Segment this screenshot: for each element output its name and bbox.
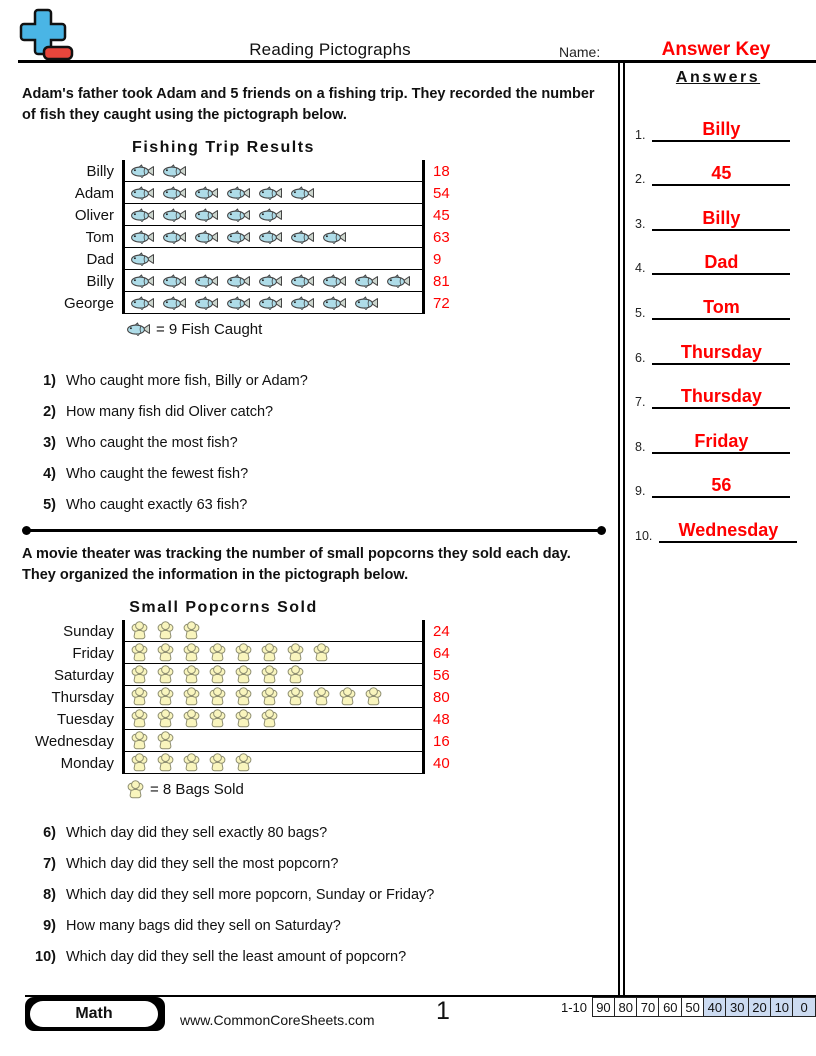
answer-number: 9. — [635, 484, 646, 499]
row-label: George — [63, 294, 114, 312]
question-number: 3) — [43, 435, 56, 451]
grade-cell: 70 — [636, 997, 660, 1017]
question-text: Which day did they sell more popcorn, Sunday or Friday? — [66, 887, 435, 903]
grade-cell: 0 — [792, 997, 816, 1017]
pictograph-title: Fishing Trip Results — [132, 139, 315, 156]
answer-item — [625, 498, 816, 543]
pictograph-title: Small Popcorns Sold — [129, 599, 318, 616]
answer-number: 8. — [635, 439, 646, 454]
question-text: Which day did they sell exactly 80 bags? — [66, 825, 328, 841]
question-number: 7) — [43, 856, 56, 872]
question-number: 10) — [35, 949, 56, 965]
fish-icon — [163, 186, 186, 200]
question-row — [22, 495, 618, 515]
popcorn-icon — [157, 731, 174, 750]
row-icons — [122, 204, 425, 226]
fish-icon — [227, 296, 250, 310]
row-value: 72 — [433, 294, 450, 312]
answer-value: Thursday — [652, 341, 790, 365]
row-label: Tom — [85, 228, 114, 246]
row-icons — [122, 182, 425, 204]
row-label: Thursday — [51, 688, 114, 706]
answer-item — [625, 454, 816, 499]
row-icons — [122, 248, 425, 270]
fish-icon — [259, 186, 282, 200]
grade-cell: 90 — [592, 997, 616, 1017]
fish-icon — [131, 230, 154, 244]
answer-value: Thursday — [652, 385, 790, 409]
question-row — [22, 464, 618, 484]
fish-icon — [195, 230, 218, 244]
fish-icon — [163, 230, 186, 244]
grade-cell: 30 — [725, 997, 749, 1017]
fish-icon — [291, 296, 314, 310]
fish-icon — [195, 208, 218, 222]
questions-6-10 — [22, 823, 618, 967]
popcorn-icon — [131, 709, 148, 728]
row-icons — [122, 686, 425, 708]
answer-value: Friday — [652, 430, 790, 454]
fish-icon — [259, 208, 282, 222]
fish-icon — [131, 186, 154, 200]
popcorn-icon — [261, 687, 278, 706]
fish-icon — [259, 274, 282, 288]
pictograph-row — [22, 226, 618, 248]
subject-label: Math — [30, 1001, 158, 1027]
answer-number: 10. — [635, 528, 653, 543]
fish-icon — [195, 274, 218, 288]
fish-icon — [323, 296, 346, 310]
popcorn-icon — [209, 753, 226, 772]
popcorn-icon — [365, 687, 382, 706]
answer-value: 45 — [652, 162, 790, 186]
pictograph-row — [22, 182, 618, 204]
fish-icon — [227, 230, 250, 244]
worksheet-content — [0, 63, 618, 995]
page-title: Reading Pictographs — [249, 40, 411, 59]
question-text: Which day did they sell the most popcorn? — [66, 856, 339, 872]
popcorn-icon — [235, 709, 252, 728]
popcorn-icon — [261, 643, 278, 662]
fish-icon — [227, 186, 250, 200]
popcorn-icon — [157, 621, 174, 640]
pictograph-row — [22, 664, 618, 686]
row-icons — [122, 752, 425, 774]
row-value: 63 — [433, 228, 450, 246]
popcorn-icon — [127, 780, 144, 799]
pictograph-row — [22, 642, 618, 664]
popcorn-icon — [157, 709, 174, 728]
answers-title: Answers — [675, 69, 761, 86]
fish-icon — [195, 296, 218, 310]
popcorn-icon — [209, 709, 226, 728]
row-value: 9 — [433, 250, 442, 268]
pictograph-row — [22, 730, 618, 752]
fishing-pictograph — [22, 139, 618, 339]
popcorn-icon — [287, 687, 304, 706]
popcorn-icon — [183, 687, 200, 706]
popcorn-icon — [157, 687, 174, 706]
answer-item — [625, 409, 816, 454]
pictograph-row — [22, 270, 618, 292]
popcorn-icon — [183, 621, 200, 640]
fish-icon — [387, 274, 410, 288]
question-row — [22, 371, 618, 391]
popcorn-icon — [287, 643, 304, 662]
row-value: 48 — [433, 710, 450, 728]
grading-cells — [593, 997, 816, 1017]
row-label: Dad — [86, 250, 114, 268]
answer-item — [625, 186, 816, 231]
answer-item — [625, 231, 816, 276]
row-value: 81 — [433, 272, 450, 290]
popcorn-icon — [183, 665, 200, 684]
fish-icon — [131, 208, 154, 222]
row-icons — [122, 620, 425, 642]
row-icons — [122, 270, 425, 292]
question-number: 5) — [43, 497, 56, 513]
answer-value: Tom — [652, 296, 790, 320]
grade-cell: 80 — [614, 997, 638, 1017]
popcorn-icon — [157, 665, 174, 684]
page-header — [0, 0, 816, 63]
row-value: 45 — [433, 206, 450, 224]
question-number: 9) — [43, 918, 56, 934]
fish-icon — [291, 230, 314, 244]
grade-cell: 40 — [703, 997, 727, 1017]
question-number: 4) — [43, 466, 56, 482]
grade-cell: 20 — [748, 997, 772, 1017]
popcorn-icon — [235, 643, 252, 662]
question-row — [22, 854, 618, 874]
legend-text: = 8 Bags Sold — [150, 780, 244, 798]
question-text: Who caught the fewest fish? — [66, 466, 249, 482]
question-text: How many bags did they sell on Saturday? — [66, 918, 341, 934]
question-text: Who caught exactly 63 fish? — [66, 497, 248, 513]
popcorn-icon — [131, 643, 148, 662]
question-text: Who caught more fish, Billy or Adam? — [66, 373, 308, 389]
popcorn-icon — [183, 709, 200, 728]
answer-item — [625, 97, 816, 142]
question-row — [22, 433, 618, 453]
pictograph-legend — [127, 779, 618, 799]
answer-item — [625, 275, 816, 320]
question-number: 1) — [43, 373, 56, 389]
answer-key-label: Answer Key — [661, 39, 771, 60]
fish-icon — [291, 186, 314, 200]
question-row — [22, 885, 618, 905]
fish-icon — [355, 274, 378, 288]
popcorn-icon — [261, 665, 278, 684]
pictograph-row — [22, 160, 618, 182]
answer-value: 56 — [652, 474, 790, 498]
row-label: Billy — [86, 162, 114, 180]
fish-icon — [259, 296, 282, 310]
popcorn-pictograph — [22, 599, 618, 799]
popcorn-icon — [235, 665, 252, 684]
answer-number: 2. — [635, 172, 646, 187]
popcorn-icon — [209, 687, 226, 706]
fish-icon — [163, 164, 186, 178]
popcorn-icon — [157, 753, 174, 772]
answer-value: Billy — [652, 118, 790, 142]
fish-icon — [323, 274, 346, 288]
fish-icon — [163, 208, 186, 222]
row-value: 40 — [433, 754, 450, 772]
section-divider — [25, 529, 603, 532]
legend-text: = 9 Fish Caught — [156, 320, 263, 338]
row-icons — [122, 292, 425, 314]
question-row — [22, 823, 618, 843]
row-value: 64 — [433, 644, 450, 662]
grade-cell: 10 — [770, 997, 794, 1017]
fish-icon — [127, 322, 150, 336]
pictograph-row — [22, 752, 618, 774]
answer-number: 7. — [635, 395, 646, 410]
fish-icon — [259, 230, 282, 244]
site-url: www.CommonCoreSheets.com — [180, 1012, 375, 1028]
popcorn-icon — [313, 643, 330, 662]
question-row — [22, 916, 618, 936]
row-value: 54 — [433, 184, 450, 202]
question-number: 2) — [43, 404, 56, 420]
fish-icon — [131, 296, 154, 310]
row-icons — [122, 730, 425, 752]
popcorn-icon — [131, 687, 148, 706]
row-label: Sunday — [63, 622, 114, 640]
answer-value: Billy — [652, 207, 790, 231]
page-number: 1 — [436, 997, 450, 1025]
question-text: Which day did they sell the least amount of popcorn? — [66, 949, 407, 965]
popcorn-icon — [235, 687, 252, 706]
popcorn-icon — [209, 643, 226, 662]
row-icons — [122, 642, 425, 664]
popcorn-icon — [183, 753, 200, 772]
question-number: 8) — [43, 887, 56, 903]
row-icons — [122, 160, 425, 182]
pictograph-row — [22, 686, 618, 708]
row-label: Billy — [86, 272, 114, 290]
fish-icon — [195, 186, 218, 200]
pictograph-row — [22, 620, 618, 642]
pictograph-row — [22, 248, 618, 270]
answer-value: Dad — [652, 251, 790, 275]
answer-number: 6. — [635, 350, 646, 365]
question-row — [22, 402, 618, 422]
fish-icon — [131, 164, 154, 178]
fish-icon — [131, 252, 154, 266]
fish-icon — [323, 230, 346, 244]
fish-icon — [227, 208, 250, 222]
row-value: 80 — [433, 688, 450, 706]
row-value: 18 — [433, 162, 450, 180]
subject-badge — [25, 997, 165, 1031]
answer-item — [625, 365, 816, 410]
answer-item — [625, 320, 816, 365]
popcorn-icon — [131, 621, 148, 640]
fish-icon — [131, 274, 154, 288]
popcorn-icon — [209, 665, 226, 684]
row-icons — [122, 708, 425, 730]
grading-range-label: 1-10 — [561, 1000, 588, 1015]
answers-separator-double-line — [618, 63, 625, 995]
answer-value: Wednesday — [659, 519, 797, 543]
pictograph-row — [22, 292, 618, 314]
answers-list — [625, 97, 816, 543]
answers-panel — [625, 63, 816, 995]
row-label: Tuesday — [57, 710, 114, 728]
row-label: Adam — [74, 184, 114, 202]
section2-intro: A movie theater was tracking the number of small popcorns they sold each day. They organized the information in the pictograph below. — [22, 546, 571, 583]
popcorn-icon — [131, 753, 148, 772]
grade-cell: 60 — [658, 997, 682, 1017]
row-icons — [122, 226, 425, 248]
pictograph-row — [22, 204, 618, 226]
question-number: 6) — [43, 825, 56, 841]
popcorn-icon — [157, 643, 174, 662]
popcorn-icon — [339, 687, 356, 706]
main-area — [0, 63, 816, 995]
question-row — [22, 947, 618, 967]
question-text: Who caught the most fish? — [66, 435, 238, 451]
grade-cell: 50 — [681, 997, 705, 1017]
answer-number: 1. — [635, 127, 646, 142]
row-value: 16 — [433, 732, 450, 750]
pictograph-row — [22, 708, 618, 730]
row-label: Oliver — [74, 206, 114, 224]
fish-icon — [355, 296, 378, 310]
fish-icon — [227, 274, 250, 288]
name-label: Name: — [559, 44, 601, 60]
section1-intro: Adam's father took Adam and 5 friends on a fishing trip. They recorded the number of fish they caught using the pictograph below. — [22, 86, 595, 123]
popcorn-icon — [261, 709, 278, 728]
pictograph-legend — [127, 319, 618, 339]
question-text: How many fish did Oliver catch? — [66, 404, 274, 420]
row-value: 56 — [433, 666, 450, 684]
row-icons — [122, 664, 425, 686]
row-value: 24 — [433, 622, 450, 640]
fish-icon — [291, 274, 314, 288]
fish-icon — [163, 274, 186, 288]
answer-number: 5. — [635, 305, 646, 320]
row-label: Monday — [60, 754, 114, 772]
answer-number: 4. — [635, 261, 646, 276]
grading-scale — [561, 997, 816, 1017]
popcorn-icon — [313, 687, 330, 706]
row-label: Saturday — [53, 666, 114, 684]
popcorn-icon — [131, 731, 148, 750]
answer-number: 3. — [635, 216, 646, 231]
fish-icon — [163, 296, 186, 310]
popcorn-icon — [183, 643, 200, 662]
questions-1-5 — [22, 371, 618, 515]
row-label: Friday — [72, 644, 114, 662]
popcorn-icon — [287, 665, 304, 684]
row-label: Wednesday — [35, 732, 114, 750]
popcorn-icon — [235, 753, 252, 772]
popcorn-icon — [131, 665, 148, 684]
answer-item — [625, 142, 816, 187]
